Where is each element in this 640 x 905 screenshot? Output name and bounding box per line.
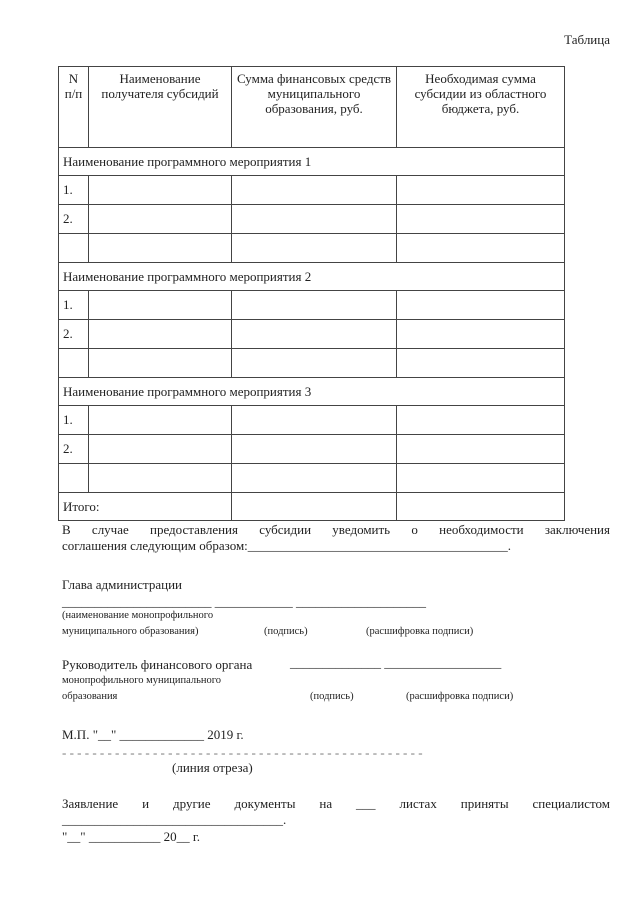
total-regional-sum — [397, 493, 565, 521]
finance-label-signature: (подпись) — [310, 691, 354, 702]
table-header-row — [59, 67, 565, 148]
row-number: 1. — [59, 406, 89, 435]
notice-line-1: В случае предоставления субсидии уведомить о необходимости заключения — [62, 522, 610, 537]
header-municipal-sum: Сумма финансовых средств муниципального образования, руб. — [232, 67, 397, 148]
cell-recipient — [89, 464, 232, 493]
label-mono-name: (наименование монопрофильного — [62, 610, 214, 621]
label-signature: (подпись) — [264, 626, 308, 637]
section-row — [59, 378, 565, 406]
application-line-1: Заявление и другие документы на ___ листах приняты специалистом — [62, 796, 610, 811]
head-admin-title: Глава администрации — [62, 577, 183, 592]
cell-recipient — [89, 291, 232, 320]
table-row — [59, 234, 565, 263]
cell-regional-sum — [397, 320, 565, 349]
row-number — [59, 464, 89, 493]
cell-municipal-sum — [232, 349, 397, 378]
finance-label-mono: монопрофильного муниципального — [62, 675, 222, 686]
finance-head-signature-line: ______________ __________________ — [290, 655, 502, 670]
cell-regional-sum — [397, 176, 565, 205]
cell-regional-sum — [397, 205, 565, 234]
cell-recipient — [89, 234, 232, 263]
total-row — [59, 493, 565, 521]
cell-recipient — [89, 320, 232, 349]
cell-regional-sum — [397, 234, 565, 263]
row-number: 2. — [59, 320, 89, 349]
finance-label-formation: образования — [62, 691, 118, 702]
cell-municipal-sum — [232, 406, 397, 435]
cell-municipal-sum — [232, 464, 397, 493]
cell-recipient — [89, 406, 232, 435]
cell-municipal-sum — [232, 205, 397, 234]
cell-municipal-sum — [232, 176, 397, 205]
section-row — [59, 263, 565, 291]
cell-regional-sum — [397, 406, 565, 435]
cell-municipal-sum — [232, 291, 397, 320]
finance-head-title: Руководитель финансового органа — [62, 657, 253, 672]
cell-municipal-sum — [232, 234, 397, 263]
section-title: Наименование программного мероприятия 1 — [59, 148, 565, 176]
table-row — [59, 176, 565, 205]
subsidy-table — [58, 66, 565, 521]
table-row — [59, 291, 565, 320]
row-number: 2. — [59, 435, 89, 464]
cell-municipal-sum — [232, 435, 397, 464]
head-admin-signature-line: _______________________ ____________ ____________________ — [62, 594, 426, 609]
cell-recipient — [89, 435, 232, 464]
application-line-2: __________________________________. — [62, 812, 287, 827]
section-row — [59, 148, 565, 176]
cell-recipient — [89, 176, 232, 205]
finance-label-decode: (расшифровка подписи) — [406, 691, 514, 702]
section-title: Наименование программного мероприятия 3 — [59, 378, 565, 406]
row-number — [59, 234, 89, 263]
cell-regional-sum — [397, 435, 565, 464]
row-number: 2. — [59, 205, 89, 234]
table-row — [59, 435, 565, 464]
header-recipient: Наименование получателя субсидий — [89, 67, 232, 148]
application-date-line: "__" ___________ 20__ г. — [62, 829, 200, 844]
stamp-date-line: М.П. "__" _____________ 2019 г. — [62, 727, 244, 742]
cut-line-label: (линия отреза) — [172, 760, 253, 775]
table-row — [59, 320, 565, 349]
total-label: Итого: — [59, 493, 232, 521]
table-row — [59, 406, 565, 435]
table-row — [59, 349, 565, 378]
notice-line-2: соглашения следующим образом:________________________________________. — [62, 538, 512, 553]
table-row — [59, 205, 565, 234]
cut-line: - - - - - - - - - - - - - - - - - - - - - - - - - - - - - - - - - - - - - - - - - - - - - - - - — [62, 745, 423, 760]
cell-regional-sum — [397, 291, 565, 320]
cell-recipient — [89, 205, 232, 234]
table-caption: Таблица — [564, 32, 610, 47]
header-regional-sum: Необходимая сумма субсидии из областного бюджета, руб. — [397, 67, 565, 148]
header-number: N п/п — [59, 67, 89, 148]
label-municipal-formation: муниципального образования) — [62, 626, 199, 637]
section-title: Наименование программного мероприятия 2 — [59, 263, 565, 291]
row-number: 1. — [59, 176, 89, 205]
total-municipal-sum — [232, 493, 397, 521]
cell-recipient — [89, 349, 232, 378]
cell-regional-sum — [397, 464, 565, 493]
cell-regional-sum — [397, 349, 565, 378]
cell-municipal-sum — [232, 320, 397, 349]
table-row — [59, 464, 565, 493]
row-number — [59, 349, 89, 378]
row-number: 1. — [59, 291, 89, 320]
label-signature-decode: (расшифровка подписи) — [366, 626, 474, 637]
